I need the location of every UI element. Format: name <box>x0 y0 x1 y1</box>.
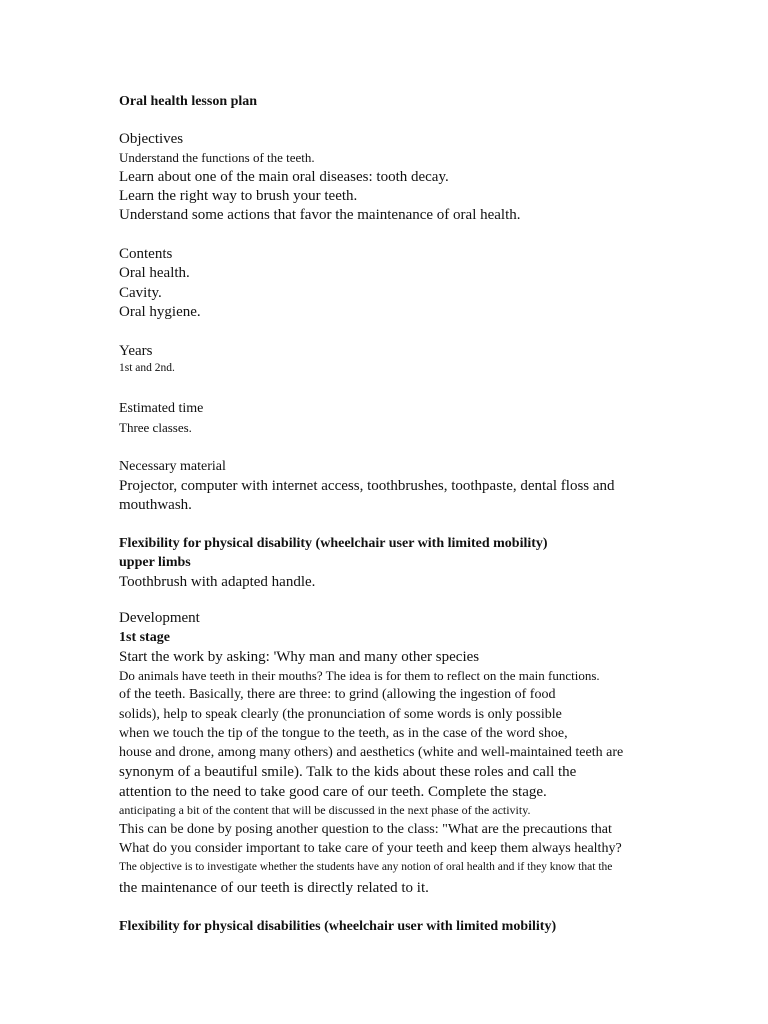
years-heading: Years <box>119 343 153 359</box>
development-heading: Development <box>119 610 200 626</box>
development-line: anticipating a bit of the content that will be discussed in the next phase of the activity. <box>119 803 531 817</box>
document-title: Oral health lesson plan <box>119 94 258 109</box>
objectives-heading: Objectives <box>119 131 184 147</box>
contents-line: Oral hygiene. <box>119 304 201 320</box>
objectives-line: Learn the right way to brush your teeth. <box>119 188 358 204</box>
development-line: This can be done by posing another question to the class: "What are the precautions that <box>119 822 612 837</box>
contents-line: Oral health. <box>119 265 190 281</box>
necessary-material-heading: Necessary material <box>119 459 226 474</box>
development-line: solids), help to speak clearly (the pronunciation of some words is only possible <box>119 707 562 722</box>
necessary-material-line: mouthwash. <box>119 497 192 513</box>
development-line: Start the work by asking: 'Why man and many other species <box>119 649 480 665</box>
development-line: of the teeth. Basically, there are three: to grind (allowing the ingestion of food <box>119 687 556 702</box>
flexibility-heading: Flexibility for physical disability (wheelchair user with limited mobility) <box>119 536 548 551</box>
development-line: synonym of a beautiful smile). Talk to the kids about these roles and call the <box>119 764 577 780</box>
development-line: The objective is to investigate whether the students have any notion of oral health and if they know that the <box>119 861 613 873</box>
development-line: attention to the need to take good care of our teeth. Complete the stage. <box>119 784 547 800</box>
objectives-line: Learn about one of the main oral diseases: tooth decay. <box>119 169 449 185</box>
years-value: 1st and 2nd. <box>119 362 175 374</box>
necessary-material-line: Projector, computer with internet access, toothbrushes, toothpaste, dental floss and <box>119 478 615 494</box>
development-line: the maintenance of our teeth is directly related to it. <box>119 880 429 896</box>
development-line: when we touch the tip of the tongue to the teeth, as in the case of the word shoe, <box>119 726 568 741</box>
contents-heading: Contents <box>119 246 173 262</box>
stage-heading: 1st stage <box>119 630 170 645</box>
estimated-time-heading: Estimated time <box>119 401 204 416</box>
development-line: Do animals have teeth in their mouths? The idea is for them to reflect on the main functions. <box>119 668 600 683</box>
development-line: What do you consider important to take care of your teeth and keep them always healthy? <box>119 841 622 856</box>
flexibility-text: Toothbrush with adapted handle. <box>119 574 316 590</box>
objectives-line: Understand the functions of the teeth. <box>119 150 315 165</box>
development-line: house and drone, among many others) and aesthetics (white and well-maintained teeth are <box>119 745 624 760</box>
flexibility-heading: Flexibility for physical disabilities (wheelchair user with limited mobility) <box>119 919 557 934</box>
objectives-line: Understand some actions that favor the maintenance of oral health. <box>119 207 521 223</box>
estimated-time-value: Three classes. <box>119 420 192 435</box>
contents-line: Cavity. <box>119 285 162 301</box>
flexibility-heading: upper limbs <box>119 555 191 570</box>
